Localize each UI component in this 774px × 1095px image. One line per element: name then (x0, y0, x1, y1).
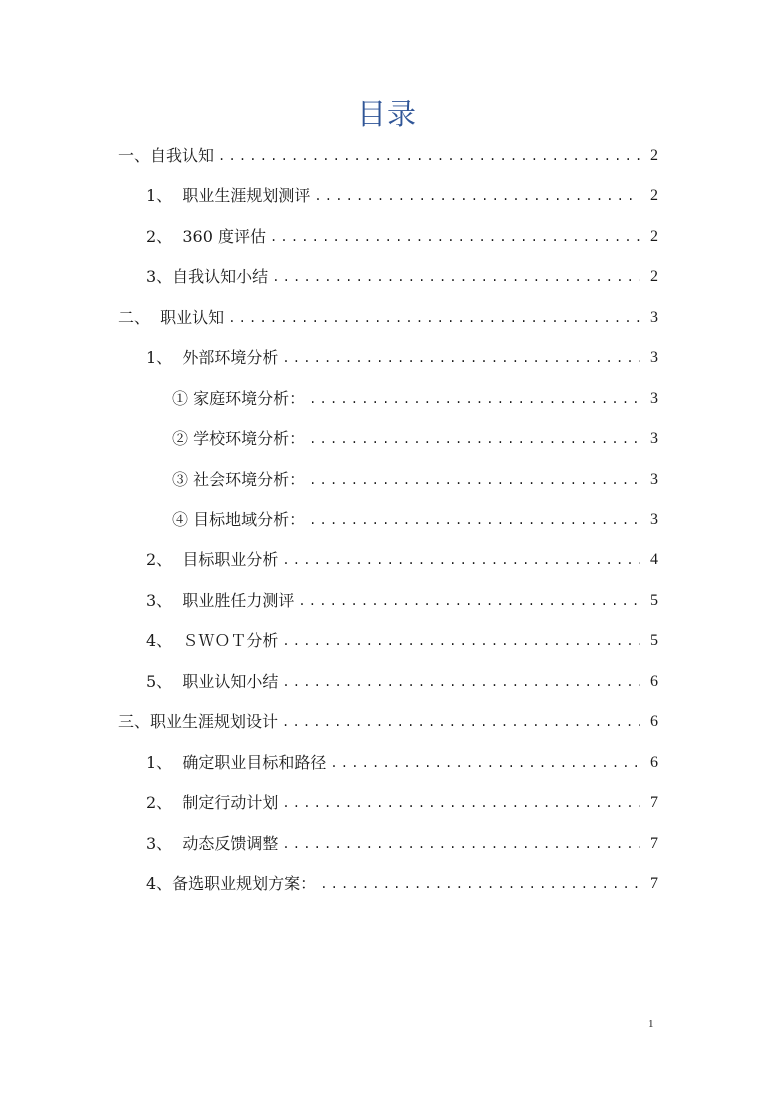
toc-entry[interactable] (146, 346, 658, 370)
toc-entry-label: 3、 职业胜任力测评 (146, 591, 295, 610)
dot-leader (330, 751, 640, 775)
dot-leader (270, 225, 640, 249)
toc-entry-label: ③ 社会环境分析： (172, 470, 306, 489)
toc-entry-page: 2 (650, 268, 658, 285)
toc-entry-page: 7 (650, 835, 658, 852)
dot-leader (309, 468, 640, 492)
toc-entry[interactable] (172, 508, 658, 532)
toc-entry-label: 三、职业生涯规划设计 (118, 712, 279, 731)
toc-entry[interactable] (118, 306, 658, 330)
dot-leader (228, 306, 640, 330)
dot-leader (320, 872, 640, 896)
toc-entry-label: 2、 制定行动计划 (146, 793, 279, 812)
toc-entry-page: 6 (650, 673, 658, 690)
dot-leader (282, 548, 640, 572)
toc-entry-page: 3 (650, 511, 658, 528)
toc-entry-label: 2、 目标职业分析 (146, 550, 279, 569)
toc-entry[interactable] (146, 184, 658, 208)
toc-entry[interactable] (146, 589, 658, 613)
toc-entry-page: 4 (650, 551, 658, 568)
dot-leader (272, 265, 640, 289)
toc-entry[interactable] (146, 265, 658, 289)
toc-entry-label: ④ 目标地域分析： (172, 510, 306, 529)
toc-entry[interactable] (146, 629, 658, 653)
toc-entry-label: 3、自我认知小结 (146, 267, 269, 286)
toc-entry-label: 一、自我认知 (118, 146, 215, 165)
dot-leader (282, 670, 640, 694)
toc-entry-label: 5、 职业认知小结 (146, 672, 279, 691)
toc-entry[interactable] (172, 427, 658, 451)
toc-entry-label: 1、 职业生涯规划测评 (146, 186, 311, 205)
dot-leader (282, 791, 640, 815)
toc-entry[interactable] (146, 832, 658, 856)
dot-leader (282, 832, 640, 856)
toc-entry-label: 1、 外部环境分析 (146, 348, 279, 367)
dot-leader (309, 387, 640, 411)
dot-leader (309, 508, 640, 532)
toc-entry[interactable] (172, 387, 658, 411)
toc-entry-label: 1、 确定职业目标和路径 (146, 753, 327, 772)
toc-entry-label: 2、 360 度评估 (146, 227, 266, 246)
toc-entry-page: 6 (650, 754, 658, 771)
toc-entry-page: 3 (650, 430, 658, 447)
dot-leader (282, 346, 640, 370)
toc-entry-page: 7 (650, 794, 658, 811)
toc-entry-page: 2 (650, 147, 658, 164)
toc-entry-page: 3 (650, 309, 658, 326)
toc-entry-page: 5 (650, 632, 658, 649)
toc-entry[interactable] (146, 872, 658, 896)
toc-entry-page: 5 (650, 592, 658, 609)
toc-entry-page: 3 (650, 349, 658, 366)
toc-entry-page: 7 (650, 875, 658, 892)
page-number: 1 (648, 1018, 654, 1030)
toc-entry-page: 2 (650, 228, 658, 245)
toc-entry-label: 二、 职业认知 (118, 308, 225, 327)
toc-entry-page: 3 (650, 390, 658, 407)
dot-leader (314, 184, 640, 208)
toc-entry[interactable] (146, 751, 658, 775)
toc-entry[interactable] (118, 144, 658, 168)
toc-entry-label: 3、 动态反馈调整 (146, 834, 279, 853)
dot-leader (298, 589, 640, 613)
dot-leader (218, 144, 640, 168)
dot-leader (282, 629, 640, 653)
toc-entry-page: 3 (650, 471, 658, 488)
toc-entry-label: 4、 ＳＷＯＴ分析 (146, 631, 279, 650)
toc-entry-label: ② 学校环境分析： (172, 429, 306, 448)
toc-entry[interactable] (146, 791, 658, 815)
toc-entry[interactable] (146, 548, 658, 572)
toc-entry-page: 6 (650, 713, 658, 730)
dot-leader (282, 710, 640, 734)
toc-entry[interactable] (146, 670, 658, 694)
toc-entry-label: 4、备选职业规划方案： (146, 874, 317, 893)
toc-entry[interactable] (172, 468, 658, 492)
toc-entry-page: 2 (650, 187, 658, 204)
dot-leader (309, 427, 640, 451)
toc-title: 目录 (356, 97, 417, 131)
toc-entry[interactable] (118, 710, 658, 734)
toc-entry-label: ① 家庭环境分析： (172, 389, 306, 408)
toc-entry[interactable] (146, 225, 658, 249)
